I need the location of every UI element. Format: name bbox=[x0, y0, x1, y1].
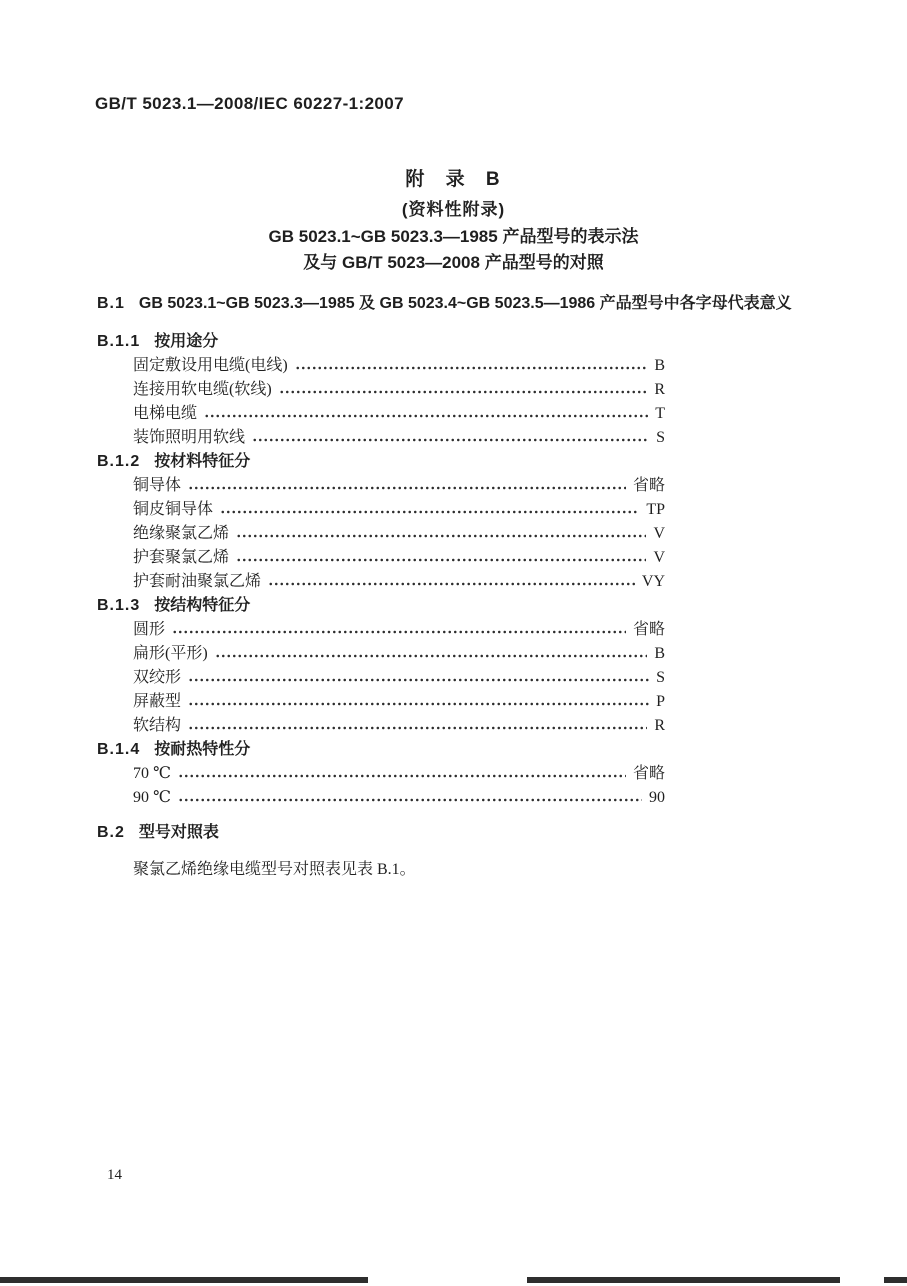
section-b2-number: B.2 bbox=[97, 824, 125, 841]
subsection-b13-heading bbox=[97, 594, 811, 618]
item-label: 圆形 bbox=[133, 621, 166, 638]
dot-leader bbox=[215, 642, 648, 666]
item-label: 70 ℃ bbox=[133, 765, 171, 782]
section-b2 bbox=[97, 821, 811, 882]
subsection-b11-number: B.1.1 bbox=[97, 333, 141, 350]
item-code: R bbox=[654, 381, 665, 398]
list-item bbox=[133, 714, 665, 738]
appendix-subtitle-line1: GB 5023.1~GB 5023.3—1985 产品型号的表示法 bbox=[268, 227, 639, 246]
main-content bbox=[97, 292, 811, 882]
item-label: 90 ℃ bbox=[133, 789, 171, 806]
subsection-b11-heading-text: 按用途分 bbox=[154, 333, 219, 350]
item-code: 90 bbox=[649, 789, 665, 806]
page-number: 14 bbox=[107, 1167, 122, 1183]
standard-number-header: GB/T 5023.1—2008/IEC 60227-1:2007 bbox=[95, 94, 404, 113]
section-b2-paragraph: 聚氯乙烯绝缘电缆型号对照表见表 B.1。 bbox=[133, 861, 416, 878]
list-item bbox=[133, 354, 665, 378]
item-label: 屏蔽型 bbox=[133, 693, 182, 710]
footer-bar-right bbox=[884, 1277, 907, 1283]
dot-leader bbox=[220, 498, 639, 522]
item-code: T bbox=[655, 405, 665, 422]
subsection-b14-number: B.1.4 bbox=[97, 741, 141, 758]
list-item bbox=[133, 666, 665, 690]
item-label: 铜导体 bbox=[133, 477, 182, 494]
item-code: B bbox=[654, 357, 665, 374]
list-item bbox=[133, 402, 665, 426]
list-item bbox=[133, 762, 665, 786]
list-item bbox=[133, 786, 665, 810]
item-code: 省略 bbox=[632, 477, 665, 494]
list-item bbox=[133, 474, 665, 498]
list-item bbox=[133, 498, 665, 522]
item-label: 软结构 bbox=[133, 717, 182, 734]
list-item bbox=[133, 570, 665, 594]
subsection-b12-heading bbox=[97, 450, 811, 474]
list-item bbox=[133, 618, 665, 642]
item-label: 扁形(平形) bbox=[133, 645, 208, 662]
item-code: R bbox=[654, 717, 665, 734]
dot-leader bbox=[188, 690, 649, 714]
item-label: 固定敷设用电缆(电线) bbox=[133, 357, 288, 374]
item-label: 绝缘聚氯乙烯 bbox=[133, 525, 230, 542]
dot-leader bbox=[252, 426, 649, 450]
appendix-type-note: (资料性附录) bbox=[401, 200, 506, 219]
dot-leader bbox=[204, 402, 648, 426]
item-code: 省略 bbox=[632, 765, 665, 782]
dot-leader bbox=[295, 354, 648, 378]
dot-leader bbox=[188, 474, 626, 498]
item-code: P bbox=[656, 693, 665, 710]
list-item bbox=[133, 690, 665, 714]
appendix-title-block bbox=[0, 167, 907, 276]
list-item bbox=[133, 426, 665, 450]
item-label: 铜皮铜导体 bbox=[133, 501, 214, 518]
list-item bbox=[133, 522, 665, 546]
subsection-b12-number: B.1.2 bbox=[97, 453, 141, 470]
item-code: V bbox=[653, 525, 665, 542]
dot-leader bbox=[236, 522, 646, 546]
subsection-b13-heading-text: 按结构特征分 bbox=[154, 597, 251, 614]
item-code: S bbox=[656, 429, 665, 446]
item-code: VY bbox=[641, 573, 665, 590]
dot-leader bbox=[268, 570, 635, 594]
section-b2-heading-text: 型号对照表 bbox=[138, 824, 219, 841]
dot-leader bbox=[172, 618, 626, 642]
item-code: B bbox=[654, 645, 665, 662]
item-code: V bbox=[653, 549, 665, 566]
section-b1-number: B.1 bbox=[97, 295, 125, 312]
footer-bar-left bbox=[0, 1277, 368, 1283]
list-item bbox=[133, 642, 665, 666]
subsection-b14-heading bbox=[97, 738, 811, 762]
dot-leader bbox=[178, 762, 626, 786]
list-item bbox=[133, 378, 665, 402]
dot-leader bbox=[279, 378, 648, 402]
item-label: 电梯电缆 bbox=[133, 405, 198, 422]
section-b1-heading bbox=[97, 292, 811, 316]
subsection-b14-heading-text: 按耐热特性分 bbox=[154, 741, 251, 758]
item-code: S bbox=[656, 669, 665, 686]
item-label: 护套聚氯乙烯 bbox=[133, 549, 230, 566]
dot-leader bbox=[188, 714, 647, 738]
footer-bar-middle bbox=[527, 1277, 840, 1283]
dot-leader bbox=[178, 786, 642, 810]
item-label: 护套耐油聚氯乙烯 bbox=[133, 573, 262, 590]
section-b1-heading-text: GB 5023.1~GB 5023.3—1985 及 GB 5023.4~GB 5023.5—1986 产品型号中各字母代表意义 bbox=[138, 295, 792, 312]
dot-leader bbox=[236, 546, 646, 570]
item-label: 双绞形 bbox=[133, 669, 182, 686]
item-label: 装饰照明用软线 bbox=[133, 429, 246, 446]
subsection-b11-heading bbox=[97, 330, 811, 354]
item-code: 省略 bbox=[632, 621, 665, 638]
subsection-b12-heading-text: 按材料特征分 bbox=[154, 453, 251, 470]
appendix-title: 附 录 B bbox=[405, 169, 502, 190]
appendix-subtitle-line2: 及与 GB/T 5023—2008 产品型号的对照 bbox=[303, 253, 604, 272]
subsection-b13-number: B.1.3 bbox=[97, 597, 141, 614]
item-code: TP bbox=[646, 501, 665, 518]
list-item bbox=[133, 546, 665, 570]
section-b2-heading bbox=[97, 821, 811, 845]
dot-leader bbox=[188, 666, 649, 690]
item-label: 连接用软电缆(软线) bbox=[133, 381, 272, 398]
